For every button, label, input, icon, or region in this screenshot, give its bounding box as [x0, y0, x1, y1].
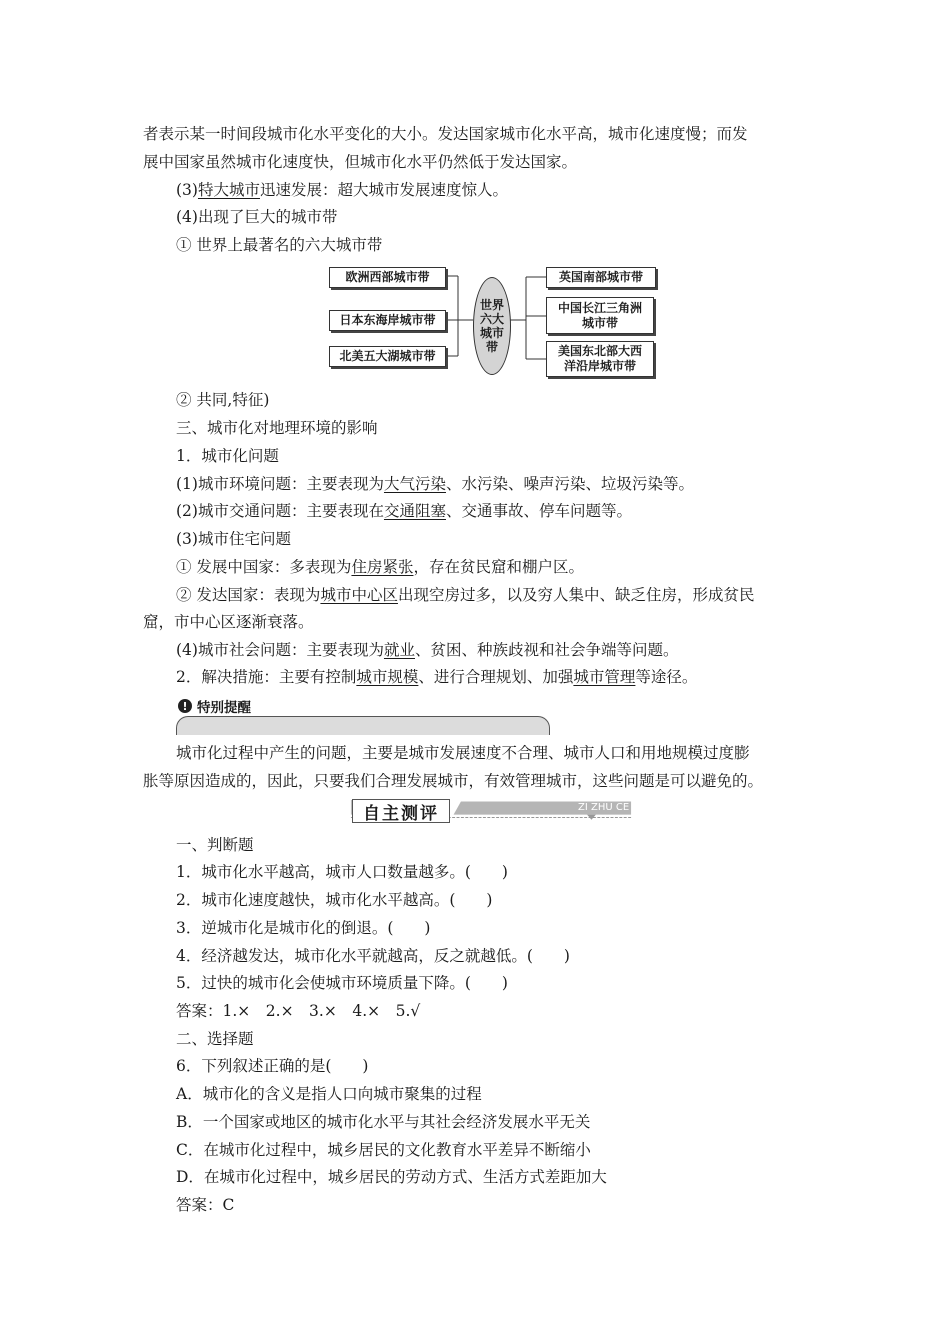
item-text: ② 发达国家：表现为: [176, 586, 321, 604]
tip-heading: [178, 697, 251, 715]
item-text: 迅速发展：超大城市发展速度惊人。: [259, 181, 508, 199]
item-text: 、水污染、噪声污染、垃圾污染等。: [445, 475, 694, 493]
item-text: 出现空房过多，以及穷人集中、缺乏住房，形成贫民: [397, 586, 755, 604]
answer-blank: 大气污染: [383, 475, 446, 493]
tip-bar: [176, 716, 550, 735]
list-item: [176, 557, 584, 577]
item-text: (2)城市交通问题：主要表现在: [176, 502, 384, 520]
banner-pinyin: ZI ZHU CE PING: [578, 802, 657, 813]
option: D．在城市化过程中，城乡居民的劳动方式、生活方式差距加大: [176, 1168, 607, 1186]
list-item: ① 世界上最著名的六大城市带: [176, 236, 383, 254]
answer-blank: 交通阻塞: [383, 502, 446, 520]
item-text: (4)城市社会问题：主要表现为: [176, 641, 384, 659]
paragraph-line: 者表示某一时间段城市化水平变化的大小。发达国家城市化水平高，城市化速度慢；而发: [143, 125, 748, 143]
answer-blank: 特大城市: [197, 181, 260, 199]
paragraph-line: 窟，市中心区逐渐衰落。: [143, 613, 314, 631]
answer-blank: 住房紧张: [351, 558, 414, 576]
exclamation-icon: !: [178, 699, 192, 713]
paragraph-line: 胀等原因造成的，因此，只要我们合理发展城市，有效管理城市，这些问题是可以避免的。: [143, 772, 764, 790]
list-item: [176, 667, 697, 687]
banner-title: 自主测评: [352, 799, 450, 823]
paragraph-line: 展中国家虽然城市化速度快，但城市化水平仍然低于发达国家。: [143, 153, 578, 171]
answer-blank: 城市中心区: [320, 586, 398, 604]
list-item: [176, 585, 754, 605]
answer-blank: 就业: [383, 641, 415, 659]
subheading: 1．城市化问题: [176, 447, 279, 465]
item-text: 、进行合理规划、加强: [418, 668, 574, 686]
list-item: [176, 501, 632, 521]
list-item: [176, 640, 679, 660]
diagram-box-right-2: 中国长江三角洲城市带: [546, 297, 654, 334]
option: B．一个国家或地区的城市化水平与其社会经济发展水平无关: [176, 1113, 591, 1131]
answer: 答案：C: [176, 1196, 235, 1214]
question: 3．逆城市化是城市化的倒退。( ): [176, 919, 431, 937]
answer: 答案：1.× 2.× 3.× 4.× 5.√: [176, 1002, 421, 1020]
item-text: 等途径。: [635, 668, 698, 686]
question: 2．城市化速度越快，城市化水平越高。( ): [176, 891, 493, 909]
diagram-box-right-1: 英国南部城市带: [546, 267, 656, 288]
section-heading: 一、判断题: [176, 836, 254, 854]
item-text: ① 发展中国家：多表现为: [176, 558, 352, 576]
diagram-center-label: 世界六大城市带: [479, 298, 504, 354]
item-text: 、贫困、种族歧视和社会争端等问题。: [414, 641, 679, 659]
question: 1．城市化水平越高，城市人口数量越多。( ): [176, 863, 508, 881]
item-text: (1)城市环境问题：主要表现为: [176, 475, 384, 493]
diagram-box-left-2: 日本东海岸城市带: [329, 310, 446, 331]
question: 6．下列叙述正确的是( ): [176, 1057, 369, 1075]
option: C．在城市化过程中，城乡居民的文化教育水平差异不断缩小: [176, 1141, 591, 1159]
section-heading: 二、选择题: [176, 1030, 254, 1048]
list-item: (3)城市住宅问题: [176, 530, 291, 548]
list-item: [176, 474, 694, 494]
item-text: 、交通事故、停车问题等。: [445, 502, 632, 520]
diagram-box-left-1: 欧洲西部城市带: [329, 267, 446, 288]
answer-blank: 城市管理: [573, 668, 636, 686]
diagram-box-right-3: 美国东北部大西洋沿岸城市带: [546, 341, 654, 377]
option: A．城市化的含义是指人口向城市聚集的过程: [176, 1085, 482, 1103]
item-text: 2．解决措施：主要有控制: [176, 668, 357, 686]
diagram-center-ellipse: [473, 277, 511, 375]
tip-title: 特别提醒: [197, 700, 251, 716]
question: 4．经济越发达，城市化水平就越高，反之就越低。( ): [176, 947, 570, 965]
answer-blank: 城市规模: [356, 668, 419, 686]
question: 5．过快的城市化会使城市环境质量下降。( ): [176, 974, 508, 992]
paragraph-line: 城市化过程中产生的问题，主要是城市发展速度不合理、城市人口和用地规模过度膨: [176, 744, 750, 762]
item-prefix: (3): [176, 181, 198, 199]
list-item: (4)出现了巨大的城市带: [176, 208, 338, 226]
list-item: ② 共同,特征): [176, 391, 270, 409]
item-text: ，存在贫民窟和棚户区。: [413, 558, 584, 576]
section-heading: 三、城市化对地理环境的影响: [176, 419, 378, 437]
diagram-box-left-3: 北美五大湖城市带: [329, 346, 446, 367]
